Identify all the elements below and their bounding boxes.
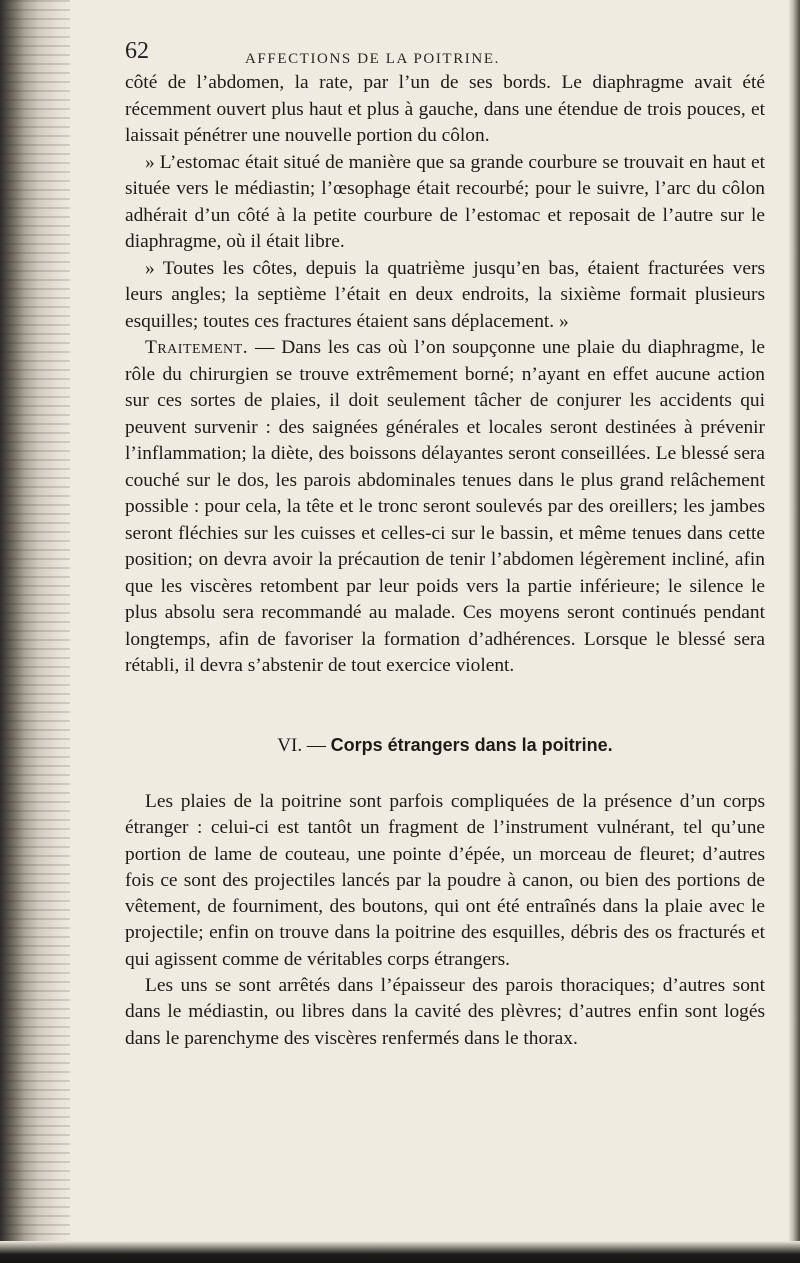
- running-head: AFFECTIONS DE LA POITRINE.: [245, 51, 500, 67]
- book-binding-gutter: [0, 0, 70, 1263]
- paragraph-4-text: — Dans les cas où l’on soupçonne une plaie du diaphragme, le rôle du chirurgien se trouve extrêmement borné; n’ayant en effet aucune action sur ces sortes de plaies, il doit seulement tâcher de conjurer les accidents qui peuvent survenir : des saignées générales et locales seront destinées à prévenir l’inflammation; la diète, des boissons délayantes seront conseillées. Le blessé sera couché sur le dos, les parois abdominales tenues dans le plus grand relâchement possible : pour cela, la tête et le tronc seront soulevés par des oreillers; les jambes seront fléchies sur les cuisses et celles-ci sur le bassin, et même tenues dans cette position; on devra avoir la précaution de tenir l’abdomen légèrement incliné, afin que les viscères retombent par leur poids vers la partie inférieure; le silence le plus absolu sera recommandé au malade. Ces moyens seront continués pendant longtemps, afin de favoriser la formation d’adhérences. Lorsque le blessé sera rétabli, il devra s’abstenir de tout exercice violent.: [125, 337, 765, 676]
- body-text: [125, 70, 765, 680]
- paragraph-4-lead: Traitement.: [145, 337, 249, 358]
- page-bottom-shadow: [0, 1241, 800, 1263]
- section-title: Corps étrangers dans la poitrine.: [330, 735, 613, 755]
- section-number: VI.: [277, 735, 303, 756]
- body-text-2: [125, 789, 765, 1052]
- paragraph-6: Les uns se sont arrêtés dans l’épaisseur des parois thoraciques; d’autres sont dans le médiastin, ou libres dans la cavité des plèvres; d’autres enfin sont logés dans le parenchyme des viscères renfermés dans le thorax.: [125, 975, 765, 1049]
- paragraph-3: » Toutes les côtes, depuis la quatrième jusqu’en bas, étaient fracturées vers leurs angles; la septième l’était en deux endroits, la sixième formait plusieurs esquilles; toutes ces fractures étaient sans déplacement. »: [125, 257, 765, 332]
- section-dash: —: [302, 735, 331, 756]
- page-header: [125, 38, 755, 74]
- paragraph-1: côté de l’abdomen, la rate, par l’un de ses bords. Le diaphragme avait été récemment ouvert plus haut et plus à gauche, dans une étendue de trois pouces, et laissait pénétrer une nouvelle portion du côlon.: [125, 72, 765, 146]
- section-heading: [125, 735, 765, 757]
- paragraph-2: » L’estomac était situé de manière que sa grande courbure se trouvait en haut et située vers le médiastin; l’œsophage était recourbé; pour le suivre, l’arc du côlon adhérait d’un côté à la petite courbure de l’estomac et reposait de l’autre sur le diaphragme, où il était libre.: [125, 151, 765, 252]
- paragraph-5: Les plaies de la poitrine sont parfois compliquées de la présence d’un corps étranger : celui-ci est tantôt un fragment de l’instrument vulnérant, tel qu’une portion de lame de couteau, une pointe d’épée, un morceau de fleuret; d’autres fois ce sont des projectiles lancés par la poudre à canon, ou bien des portions de vêtement, de fourniment, des boutons, qui ont été entraînés dans la plaie avec le projectile; enfin on trouve dans la poitrine des esquilles, débris des os fracturés et qui agissent comme de véritables corps étrangers.: [125, 791, 765, 970]
- page-number: 62: [125, 38, 149, 64]
- paragraph-4: [125, 335, 765, 680]
- page-edge: [788, 0, 800, 1263]
